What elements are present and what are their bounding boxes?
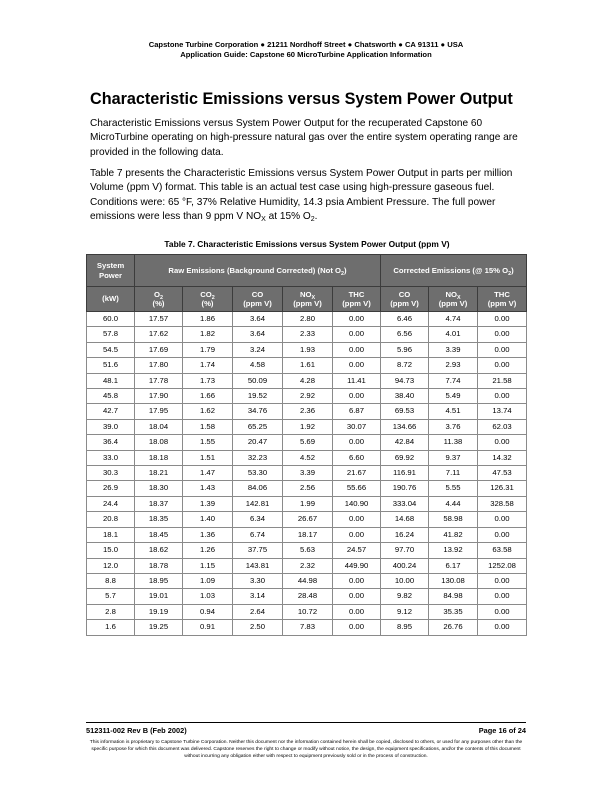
table-cell: 21.67 <box>333 466 381 481</box>
table-cell: 2.50 <box>233 620 283 635</box>
table-cell: 17.90 <box>135 389 183 404</box>
table-cell: 1.92 <box>283 419 333 434</box>
table-row <box>87 512 527 527</box>
table-cell: 39.0 <box>87 419 135 434</box>
table-cell: 38.40 <box>381 389 429 404</box>
document-id: 512311-002 Rev B (Feb 2002) <box>86 726 187 735</box>
column-header-label: THC <box>494 289 510 299</box>
table-cell: 0.00 <box>478 512 527 527</box>
table-cell: 17.80 <box>135 358 183 373</box>
table-cell: 5.63 <box>283 543 333 558</box>
table-cell: 0.00 <box>333 327 381 342</box>
table-cell: 18.21 <box>135 466 183 481</box>
table-cell: 0.00 <box>478 358 527 373</box>
table-cell: 24.4 <box>87 496 135 511</box>
table-cell: 17.69 <box>135 342 183 357</box>
document-subtitle: Application Guide: Capstone 60 MicroTurbine Application Information <box>180 50 432 59</box>
table-cell: 2.56 <box>283 481 333 496</box>
conditions-text-2: at 15% O <box>265 211 311 223</box>
table-cell: 54.5 <box>87 342 135 357</box>
table-cell: 7.74 <box>429 373 478 388</box>
company-address: Capstone Turbine Corporation ● 21211 Nordhoff Street ● Chatsworth ● CA 91311 ● USA <box>148 40 464 49</box>
table-cell: 7.83 <box>283 620 333 635</box>
table-cell: 18.08 <box>135 435 183 450</box>
column-header-subscript: 2 <box>159 294 163 301</box>
table-cell: 134.66 <box>381 419 429 434</box>
table-cell: 6.74 <box>233 527 283 542</box>
table-row <box>87 543 527 558</box>
table-row <box>87 496 527 511</box>
table-cell: 19.01 <box>135 589 183 604</box>
table-cell: 34.76 <box>233 404 283 419</box>
table-cell: 14.68 <box>381 512 429 527</box>
table-cell: 0.00 <box>478 527 527 542</box>
table-cell: 18.17 <box>283 527 333 542</box>
table-cell: 0.00 <box>478 342 527 357</box>
table-cell: 449.90 <box>333 558 381 573</box>
table-cell: 400.24 <box>381 558 429 573</box>
table-cell: 0.00 <box>478 589 527 604</box>
table-cell: 0.94 <box>183 604 233 619</box>
table-cell: 69.53 <box>381 404 429 419</box>
table-cell: 0.00 <box>333 604 381 619</box>
column-header-label: CO <box>200 289 212 299</box>
table-cell: 4.74 <box>429 312 478 327</box>
table-cell: 84.98 <box>429 589 478 604</box>
column-header <box>429 287 478 312</box>
table-cell: 4.44 <box>429 496 478 511</box>
table-cell: 1.74 <box>183 358 233 373</box>
table-cell: 1.61 <box>283 358 333 373</box>
table-cell: 0.00 <box>333 527 381 542</box>
table-cell: 62.03 <box>478 419 527 434</box>
header-corrected-emissions <box>381 255 527 287</box>
table-cell: 17.62 <box>135 327 183 342</box>
column-header-subscript: X <box>456 294 461 301</box>
table-cell: 6.17 <box>429 558 478 573</box>
intro-paragraph: Characteristic Emissions versus System Power Output for the recuperated Capstone 60 MicroTurbine operating on high-pressure natural gas over the entire system operating range are provided in the following data. <box>90 118 518 158</box>
table-cell: 18.37 <box>135 496 183 511</box>
table-cell: 1.73 <box>183 373 233 388</box>
table-cell: 3.64 <box>233 327 283 342</box>
section-title: Characteristic Emissions versus System Power Output <box>90 90 513 108</box>
conditions-text-end: . <box>314 211 318 223</box>
table-row <box>87 419 527 434</box>
table-caption: Table 7. Characteristic Emissions versus System Power Output (ppm V) <box>164 239 450 249</box>
column-header-unit: (ppm V) <box>243 299 272 308</box>
table-cell: 30.07 <box>333 419 381 434</box>
table-cell: 18.78 <box>135 558 183 573</box>
header-raw-emissions <box>135 255 381 287</box>
table-cell: 1.66 <box>183 389 233 404</box>
table-cell: 8.8 <box>87 573 135 588</box>
table-cell: 28.48 <box>283 589 333 604</box>
column-header-unit: (%) <box>201 299 214 308</box>
table-row <box>87 342 527 357</box>
table-cell: 1.6 <box>87 620 135 635</box>
table-cell: 26.76 <box>429 620 478 635</box>
table-cell: 4.58 <box>233 358 283 373</box>
column-header-label: NO <box>299 289 312 299</box>
column-header <box>333 287 381 312</box>
table-cell: 1.82 <box>183 327 233 342</box>
table-cell: 1.40 <box>183 512 233 527</box>
table-cell: 9.12 <box>381 604 429 619</box>
table-cell: 0.00 <box>333 512 381 527</box>
table-cell: 50.09 <box>233 373 283 388</box>
table-cell: 18.18 <box>135 450 183 465</box>
table-cell: 1.86 <box>183 312 233 327</box>
table-body <box>87 312 527 636</box>
table-cell: 37.75 <box>233 543 283 558</box>
table-cell: 0.91 <box>183 620 233 635</box>
table-cell: 2.32 <box>283 558 333 573</box>
table-cell: 35.35 <box>429 604 478 619</box>
table-cell: 1.58 <box>183 419 233 434</box>
table-cell: 17.57 <box>135 312 183 327</box>
table-cell: 15.0 <box>87 543 135 558</box>
table-cell: 60.0 <box>87 312 135 327</box>
table-cell: 1.36 <box>183 527 233 542</box>
table-cell: 1.26 <box>183 543 233 558</box>
table-cell: 3.24 <box>233 342 283 357</box>
column-header <box>233 287 283 312</box>
table-cell: 10.72 <box>283 604 333 619</box>
table-cell: 53.30 <box>233 466 283 481</box>
column-header-unit: (ppm V) <box>342 299 371 308</box>
table-cell: 0.00 <box>333 389 381 404</box>
table-cell: 42.84 <box>381 435 429 450</box>
table-cell: 36.4 <box>87 435 135 450</box>
table-row <box>87 358 527 373</box>
table-cell: 190.76 <box>381 481 429 496</box>
table-cell: 6.87 <box>333 404 381 419</box>
table-row <box>87 620 527 635</box>
table-cell: 142.81 <box>233 496 283 511</box>
column-header-label: (kW) <box>102 294 119 304</box>
table-cell: 26.67 <box>283 512 333 527</box>
table-cell: 2.64 <box>233 604 283 619</box>
table-cell: 33.0 <box>87 450 135 465</box>
table-cell: 0.00 <box>333 358 381 373</box>
table-cell: 9.37 <box>429 450 478 465</box>
column-header-subscript: 2 <box>211 294 215 301</box>
table-cell: 44.98 <box>283 573 333 588</box>
table-row <box>87 466 527 481</box>
table-cell: 0.00 <box>478 327 527 342</box>
table-cell: 18.95 <box>135 573 183 588</box>
table-cell: 116.91 <box>381 466 429 481</box>
table-cell: 18.62 <box>135 543 183 558</box>
column-header-label: CO <box>251 289 264 299</box>
table-cell: 0.00 <box>478 604 527 619</box>
emissions-table <box>86 254 527 636</box>
table-cell: 2.33 <box>283 327 333 342</box>
table-cell: 1.99 <box>283 496 333 511</box>
table-cell: 63.58 <box>478 543 527 558</box>
column-header <box>183 287 233 312</box>
table-cell: 126.31 <box>478 481 527 496</box>
o2-subscript: 2 <box>310 216 315 224</box>
table-cell: 16.24 <box>381 527 429 542</box>
table-cell: 5.7 <box>87 589 135 604</box>
table-cell: 42.7 <box>87 404 135 419</box>
page-number: Page 16 of 24 <box>478 726 526 735</box>
table-cell: 3.39 <box>429 342 478 357</box>
table-cell: 11.38 <box>429 435 478 450</box>
table-cell: 1.03 <box>183 589 233 604</box>
table-cell: 18.35 <box>135 512 183 527</box>
table-cell: 6.34 <box>233 512 283 527</box>
table-row <box>87 481 527 496</box>
table-cell: 18.04 <box>135 419 183 434</box>
table-cell: 8.95 <box>381 620 429 635</box>
table-cell: 19.19 <box>135 604 183 619</box>
table-cell: 7.11 <box>429 466 478 481</box>
table-cell: 0.00 <box>333 589 381 604</box>
table-cell: 328.58 <box>478 496 527 511</box>
footer-divider <box>86 722 526 723</box>
table-cell: 0.00 <box>333 435 381 450</box>
table-cell: 1.51 <box>183 450 233 465</box>
header-system-power: System Power <box>87 255 135 287</box>
column-header-row <box>87 287 527 312</box>
table-cell: 0.00 <box>333 573 381 588</box>
table-cell: 130.08 <box>429 573 478 588</box>
table-cell: 5.96 <box>381 342 429 357</box>
column-header-unit: (ppm V) <box>293 299 322 308</box>
table-cell: 143.81 <box>233 558 283 573</box>
raw-o2-subscript: 2 <box>341 270 344 277</box>
column-header-label: NO <box>445 289 457 299</box>
table-cell: 48.1 <box>87 373 135 388</box>
table-cell: 3.64 <box>233 312 283 327</box>
table-cell: 3.76 <box>429 419 478 434</box>
table-cell: 0.00 <box>333 342 381 357</box>
table-cell: 57.8 <box>87 327 135 342</box>
table-cell: 4.51 <box>429 404 478 419</box>
table-cell: 3.14 <box>233 589 283 604</box>
column-header-unit: (%) <box>152 299 165 308</box>
table-cell: 1.93 <box>283 342 333 357</box>
table-row <box>87 404 527 419</box>
table-cell: 0.00 <box>478 620 527 635</box>
table-row <box>87 558 527 573</box>
proprietary-disclaimer: This information is proprietary to Capstone Turbine Corporation. Neither this document nor the information contained herein shall be copied, disclosed to others, or used for any purposes other than the specific purpose for which this document was delivered. Capstone reserves the right to change or modify without notice, the design, the equipment specifications, and/or the contents of this document without incurring any obligation either with respect to equipment previously sold or in the process of construction. <box>89 740 523 760</box>
column-header-subscript: X <box>311 294 316 301</box>
column-header <box>283 287 333 312</box>
table-cell: 1252.08 <box>478 558 527 573</box>
table-cell: 84.06 <box>233 481 283 496</box>
table-cell: 18.1 <box>87 527 135 542</box>
table-cell: 20.8 <box>87 512 135 527</box>
column-header-label: THC <box>348 289 365 299</box>
table-cell: 5.55 <box>429 481 478 496</box>
table-cell: 30.3 <box>87 466 135 481</box>
column-header-unit: (ppm V) <box>438 299 468 308</box>
table-row <box>87 604 527 619</box>
table-cell: 17.95 <box>135 404 183 419</box>
table-row <box>87 327 527 342</box>
table-row <box>87 450 527 465</box>
table-row <box>87 312 527 327</box>
table-cell: 5.69 <box>283 435 333 450</box>
table-row <box>87 435 527 450</box>
table-cell: 55.66 <box>333 481 381 496</box>
table-cell: 1.62 <box>183 404 233 419</box>
table-row <box>87 573 527 588</box>
table-cell: 0.00 <box>478 312 527 327</box>
table-cell: 19.25 <box>135 620 183 635</box>
table-cell: 2.36 <box>283 404 333 419</box>
table-cell: 4.28 <box>283 373 333 388</box>
table-cell: 1.79 <box>183 342 233 357</box>
table-cell: 18.30 <box>135 481 183 496</box>
table-cell: 65.25 <box>233 419 283 434</box>
table-cell: 11.41 <box>333 373 381 388</box>
table-cell: 333.04 <box>381 496 429 511</box>
table-cell: 140.90 <box>333 496 381 511</box>
table-cell: 14.32 <box>478 450 527 465</box>
column-header-label: O <box>154 289 160 299</box>
column-header-unit: (ppm V) <box>390 299 419 308</box>
table-cell: 2.93 <box>429 358 478 373</box>
table-cell: 8.72 <box>381 358 429 373</box>
table-cell: 1.39 <box>183 496 233 511</box>
table-cell: 47.53 <box>478 466 527 481</box>
table-cell: 69.92 <box>381 450 429 465</box>
table-cell: 12.0 <box>87 558 135 573</box>
corrected-emissions-label: Corrected Emissions (@ 15% O <box>393 265 509 275</box>
table-cell: 2.92 <box>283 389 333 404</box>
table-cell: 0.00 <box>478 573 527 588</box>
table-cell: 2.80 <box>283 312 333 327</box>
corrected-emissions-end: ) <box>511 265 514 275</box>
column-header <box>381 287 429 312</box>
table-cell: 0.00 <box>333 312 381 327</box>
table-row <box>87 389 527 404</box>
table-cell: 4.52 <box>283 450 333 465</box>
table-cell: 13.74 <box>478 404 527 419</box>
table-cell: 0.00 <box>478 389 527 404</box>
table-cell: 1.47 <box>183 466 233 481</box>
table-cell: 6.60 <box>333 450 381 465</box>
table-cell: 1.43 <box>183 481 233 496</box>
column-header <box>135 287 183 312</box>
table-cell: 13.92 <box>429 543 478 558</box>
table-cell: 3.30 <box>233 573 283 588</box>
page-header <box>0 40 612 60</box>
table-cell: 1.09 <box>183 573 233 588</box>
table-cell: 32.23 <box>233 450 283 465</box>
table-cell: 17.78 <box>135 373 183 388</box>
table-row <box>87 589 527 604</box>
table-cell: 20.47 <box>233 435 283 450</box>
table-cell: 6.46 <box>381 312 429 327</box>
table-cell: 58.98 <box>429 512 478 527</box>
table-cell: 0.00 <box>333 620 381 635</box>
table-cell: 41.82 <box>429 527 478 542</box>
table-cell: 1.55 <box>183 435 233 450</box>
column-header-unit: (ppm V) <box>487 299 517 308</box>
column-header <box>87 287 135 312</box>
table-cell: 24.57 <box>333 543 381 558</box>
column-header <box>478 287 527 312</box>
table-cell: 1.15 <box>183 558 233 573</box>
table-cell: 6.56 <box>381 327 429 342</box>
table-cell: 9.82 <box>381 589 429 604</box>
nox-subscript: X <box>261 216 266 224</box>
conditions-paragraph <box>90 167 530 225</box>
table-cell: 21.58 <box>478 373 527 388</box>
table-cell: 19.52 <box>233 389 283 404</box>
table-cell: 5.49 <box>429 389 478 404</box>
conditions-text: Table 7 presents the Characteristic Emissions versus System Power Output in parts per million Volume (ppm V) format. This table is an actual test case using high-pressure gaseous fuel. Conditions were: 65 °F, 37% Relative Humidity, 14.3 psia Ambient Pressure. The full power emissions were less than 9 ppm V NO <box>90 168 513 223</box>
table-cell: 26.9 <box>87 481 135 496</box>
table-cell: 45.8 <box>87 389 135 404</box>
table-row <box>87 373 527 388</box>
raw-emissions-end: ) <box>344 265 347 275</box>
table-cell: 3.39 <box>283 466 333 481</box>
table-cell: 10.00 <box>381 573 429 588</box>
table-cell: 4.01 <box>429 327 478 342</box>
table-cell: 97.70 <box>381 543 429 558</box>
table-cell: 0.00 <box>478 435 527 450</box>
table-cell: 51.6 <box>87 358 135 373</box>
raw-emissions-label: Raw Emissions (Background Corrected) (Not O <box>168 265 341 275</box>
table-cell: 2.8 <box>87 604 135 619</box>
table-row <box>87 527 527 542</box>
column-header-label: CO <box>398 289 411 299</box>
table-cell: 94.73 <box>381 373 429 388</box>
corrected-o2-subscript: 2 <box>508 270 512 277</box>
table-cell: 18.45 <box>135 527 183 542</box>
